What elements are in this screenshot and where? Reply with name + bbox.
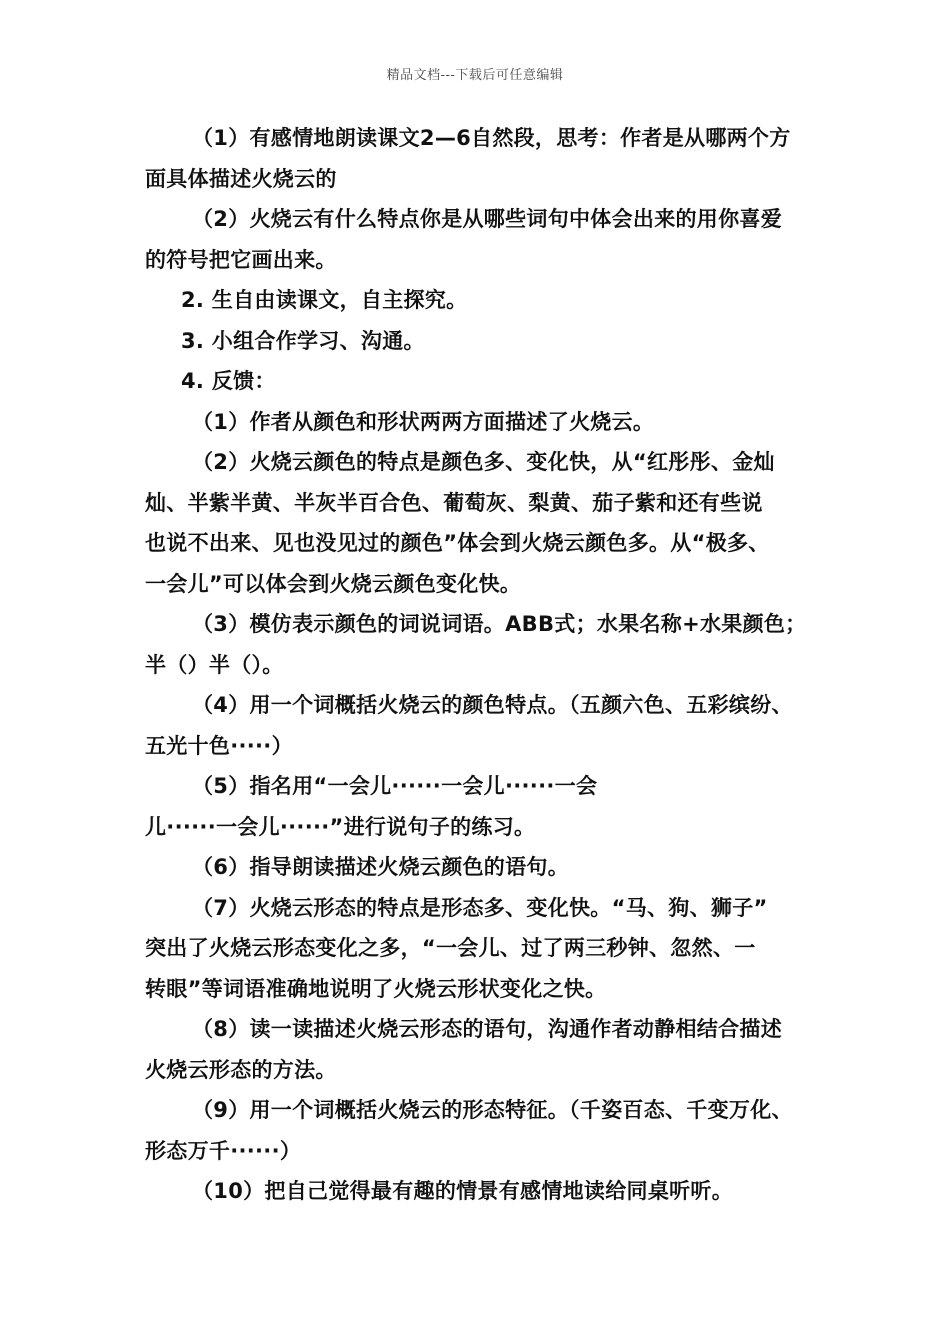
text-line: 一会儿”可以体会到火烧云颜色变化快。: [145, 571, 522, 596]
text-line: 半（）半（）。: [145, 652, 284, 677]
text-line: （5）指名用“一会儿······一会儿······一会: [192, 774, 598, 798]
text-line: 形态万千······）: [145, 1138, 302, 1163]
text-line: 儿······一会儿······”进行说句子的练习。: [145, 814, 536, 839]
text-line: 灿、半紫半黄、半灰半百合色、葡萄灰、梨黄、茄子紫和还有些说: [145, 490, 763, 515]
text-line: 转眼”等词语准确地说明了火烧云形状变化之快。: [145, 976, 607, 1001]
text-line: 的符号把它画出来。: [145, 247, 337, 272]
text-line: （7）火烧云形态的特点是形态多、变化快。“马、狗、狮子”: [192, 895, 768, 920]
text-line: （9）用一个词概括火烧云的形态特征。（千姿百态、千变万化、: [192, 1098, 793, 1122]
text-line: （2）火烧云有什么特点你是从哪些词句中体会出来的用你喜爱: [192, 207, 783, 231]
text-line: 火烧云形态的方法。: [145, 1057, 337, 1082]
text-line: 也说不出来、见也没见过的颜色”体会到火烧云颜色多。从“极多、: [145, 531, 770, 555]
document-body: [145, 118, 821, 1212]
text-line: （1）有感情地朗读课文2—6自然段，思考：作者是从哪两个方: [192, 126, 791, 150]
page-header: 精品文档---下载后可任意编辑: [386, 68, 564, 83]
text-line: （6）指导朗读描述火烧云颜色的语句。: [192, 855, 570, 879]
text-line: （2）火烧云颜色的特点是颜色多、变化快，从“红彤彤、金灿: [192, 450, 775, 474]
text-line: 4. 反馈：: [181, 369, 276, 393]
text-line: （8）读一读描述火烧云形态的语句，沟通作者动静相结合描述: [192, 1017, 783, 1041]
text-line: 突出了火烧云形态变化之多，“一会儿、过了两三秒钟、忽然、一: [145, 936, 756, 960]
text-line: 3. 小组合作学习、沟通。: [181, 328, 425, 353]
text-line: （10）把自己觉得最有趣的情景有感情地读给同桌听听。: [192, 1179, 734, 1203]
text-line: （4）用一个词概括火烧云的颜色特点。（五颜六色、五彩缤纷、: [192, 693, 793, 717]
text-line: 面具体描述火烧云的: [145, 166, 337, 191]
text-line: （1）作者从颜色和形状两两方面描述了火烧云。: [192, 409, 655, 434]
text-line: 2. 生自由读课文，自主探究。: [181, 288, 468, 312]
text-line: （3）模仿表示颜色的词说词语。ABB式；水果名称+水果颜色；: [192, 612, 807, 636]
text-line: 五光十色·····）: [145, 733, 293, 758]
